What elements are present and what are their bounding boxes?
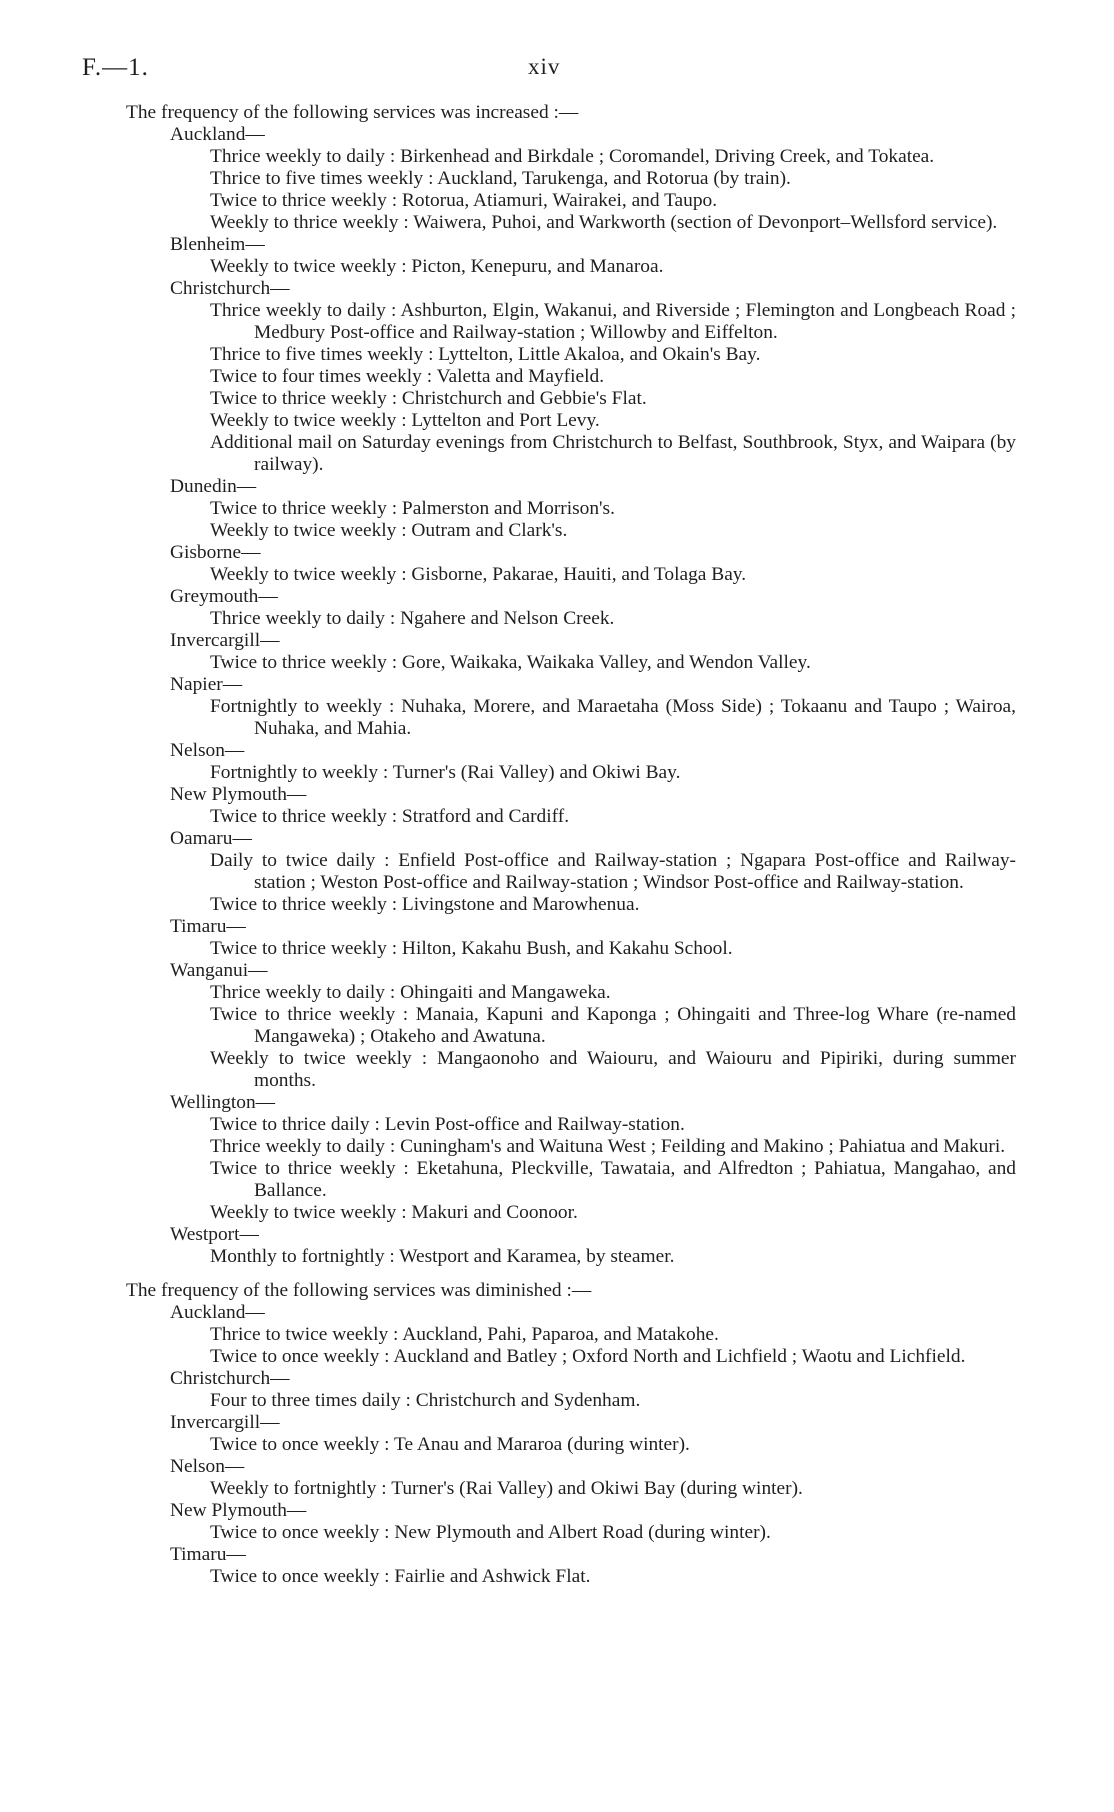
service-entry: Weekly to twice weekly : Lyttelton and Port Levy. xyxy=(210,410,600,431)
region-heading: Timaru— xyxy=(170,1544,246,1565)
region-heading: Gisborne— xyxy=(170,542,261,563)
service-entry: Fortnightly to weekly : Nuhaka, Morere, and Maraetaha (Moss Side) ; Tokaanu and Taupo ; Wairoa, Nuhaka, and Mahia. xyxy=(210,696,1016,739)
region-heading: New Plymouth— xyxy=(170,1500,307,1521)
region-heading: Oamaru— xyxy=(170,828,252,849)
region-heading: Dunedin— xyxy=(170,476,257,497)
region-heading: Invercargill— xyxy=(170,1412,280,1433)
service-entry: Twice to thrice weekly : Christchurch and Gebbie's Flat. xyxy=(210,388,647,409)
service-entry: Weekly to fortnightly : Turner's (Rai Valley) and Okiwi Bay (during winter). xyxy=(210,1478,803,1499)
service-entry: Twice to thrice weekly : Livingstone and Marowhenua. xyxy=(210,894,640,915)
service-entry: Twice to once weekly : Te Anau and Mararoa (during winter). xyxy=(210,1434,690,1455)
service-entry: Twice to thrice weekly : Manaia, Kapuni and Kaponga ; Ohingaiti and Three-log Whare (re-named Mangaweka) ; Otakeho and Awatuna. xyxy=(210,1004,1016,1047)
service-entry: Fortnightly to weekly : Turner's (Rai Valley) and Okiwi Bay. xyxy=(210,762,681,783)
service-entry: Thrice to five times weekly : Auckland, Tarukenga, and Rotorua (by train). xyxy=(210,168,791,189)
service-entry: Twice to four times weekly : Valetta and Mayfield. xyxy=(210,366,605,387)
region-heading: Westport— xyxy=(170,1224,259,1245)
region-heading: Napier— xyxy=(170,674,243,695)
service-entry: Twice to thrice weekly : Hilton, Kakahu Bush, and Kakahu School. xyxy=(210,938,733,959)
region-heading: Blenheim— xyxy=(170,234,265,255)
service-entry: Monthly to fortnightly : Westport and Karamea, by steamer. xyxy=(210,1246,675,1267)
service-entry: Thrice weekly to daily : Cuningham's and Waituna West ; Feilding and Makino ; Pahiatua and Makuri. xyxy=(210,1136,1006,1157)
service-entry: Twice to thrice weekly : Stratford and Cardiff. xyxy=(210,806,570,827)
section-intro: The frequency of the following services was diminished :— xyxy=(126,1280,592,1301)
service-entry: Twice to once weekly : Fairlie and Ashwick Flat. xyxy=(210,1566,591,1587)
region-heading: Nelson— xyxy=(170,1456,245,1477)
service-entry: Thrice weekly to daily : Ngahere and Nelson Creek. xyxy=(210,608,615,629)
region-heading: Timaru— xyxy=(170,916,246,937)
section-intro: The frequency of the following services was increased :— xyxy=(126,102,579,123)
region-heading: Christchurch— xyxy=(170,1368,290,1389)
service-entry: Twice to thrice weekly : Rotorua, Atiamuri, Wairakei, and Taupo. xyxy=(210,190,718,211)
region-heading: Wellington— xyxy=(170,1092,276,1113)
page-number: xiv xyxy=(528,54,561,79)
service-entry: Additional mail on Saturday evenings from Christchurch to Belfast, Southbrook, Styx, and Waipara (by railway). xyxy=(210,432,1016,475)
region-heading: Invercargill— xyxy=(170,630,280,651)
service-entry: Weekly to twice weekly : Outram and Clark's. xyxy=(210,520,568,541)
service-entry: Thrice weekly to daily : Birkenhead and Birkdale ; Coromandel, Driving Creek, and Tokatea. xyxy=(210,146,935,167)
region-heading: Wanganui— xyxy=(170,960,268,981)
service-entry: Weekly to twice weekly : Picton, Kenepuru, and Manaroa. xyxy=(210,256,664,277)
service-entry: Thrice weekly to daily : Ashburton, Elgin, Wakanui, and Riverside ; Flemington and Longbeach Road ; Medbury Post-office and Railway-station ; Willowby and Eiffelton. xyxy=(210,300,1016,343)
service-entry: Thrice to five times weekly : Lyttelton, Little Akaloa, and Okain's Bay. xyxy=(210,344,761,365)
service-entry: Weekly to twice weekly : Mangaonoho and Waiouru, and Waiouru and Pipiriki, during summer months. xyxy=(210,1048,1016,1091)
service-entry: Thrice weekly to daily : Ohingaiti and Mangaweka. xyxy=(210,982,611,1003)
document-body xyxy=(0,102,1114,1588)
service-entry: Four to three times daily : Christchurch and Sydenham. xyxy=(210,1390,641,1411)
region-heading: New Plymouth— xyxy=(170,784,307,805)
service-entry: Daily to twice daily : Enfield Post-office and Railway-station ; Ngapara Post-office and Railway-station ; Weston Post-office and Railway-station ; Windsor Post-office and Railway-station. xyxy=(210,850,1016,893)
service-entry: Weekly to twice weekly : Gisborne, Pakarae, Hauiti, and Tolaga Bay. xyxy=(210,564,747,585)
service-entry: Twice to thrice weekly : Eketahuna, Pleckville, Tawataia, and Alfredton ; Pahiatua, Mangahao, and Ballance. xyxy=(210,1158,1016,1201)
region-heading: Auckland— xyxy=(170,124,265,145)
region-heading: Christchurch— xyxy=(170,278,290,299)
service-entry: Twice to once weekly : New Plymouth and Albert Road (during winter). xyxy=(210,1522,771,1543)
service-entry: Twice to thrice daily : Levin Post-office and Railway-station. xyxy=(210,1114,685,1135)
service-entry: Twice to once weekly : Auckland and Batley ; Oxford North and Lichfield ; Waotu and Lichfield. xyxy=(210,1346,966,1367)
service-entry: Weekly to thrice weekly : Waiwera, Puhoi, and Warkworth (section of Devonport–Wellsford service). xyxy=(210,212,998,233)
service-entry: Weekly to twice weekly : Makuri and Coonoor. xyxy=(210,1202,578,1223)
service-entry: Thrice to twice weekly : Auckland, Pahi, Paparoa, and Matakohe. xyxy=(210,1324,719,1345)
page-identifier: F.—1. xyxy=(82,54,149,81)
service-entry: Twice to thrice weekly : Palmerston and Morrison's. xyxy=(210,498,615,519)
region-heading: Nelson— xyxy=(170,740,245,761)
region-heading: Greymouth— xyxy=(170,586,278,607)
service-entry: Twice to thrice weekly : Gore, Waikaka, Waikaka Valley, and Wendon Valley. xyxy=(210,652,811,673)
region-heading: Auckland— xyxy=(170,1302,265,1323)
